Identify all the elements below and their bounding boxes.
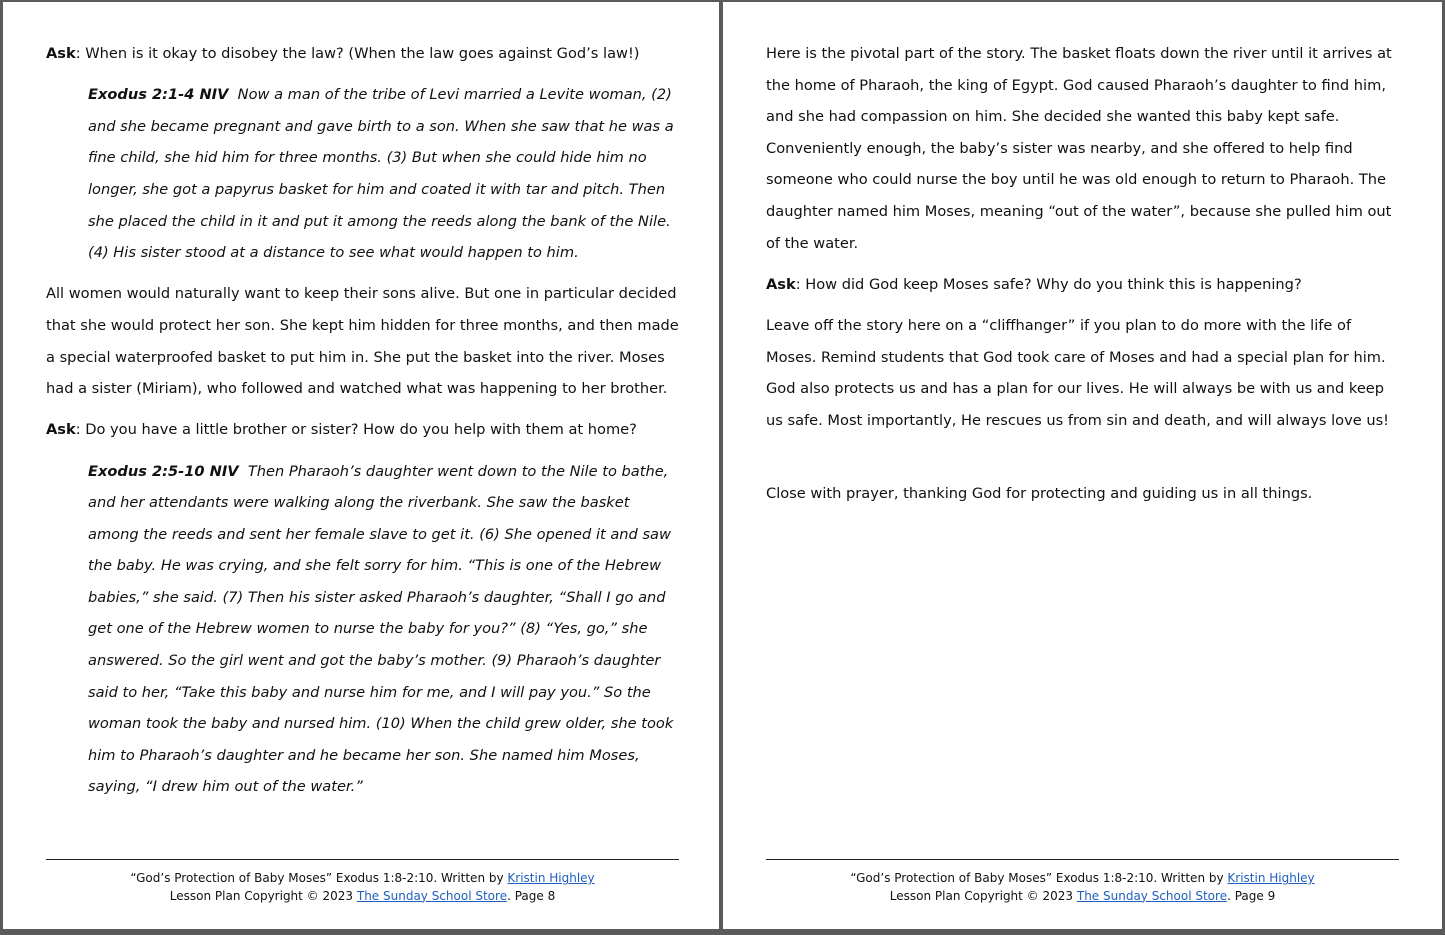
page-8-content [46, 38, 684, 813]
ask-label: Ask [46, 421, 76, 439]
footer-title: “God’s Protection of Baby Moses” Exodus 1:8-2:10. Written by [130, 871, 508, 885]
page-footer [46, 859, 679, 905]
body-paragraph-1: All women would naturally want to keep their sons alive. But one in particular decided that she would protect her son. She kept him hidden for three months, and then made a special waterproofed basket to put him in. She put the basket into the river. Moses had a sister (Miriam), who followed and watched what was happening to her brother. [46, 285, 679, 398]
page-9-content [766, 38, 1404, 519]
page-footer [766, 859, 1399, 905]
page-8 [3, 2, 719, 929]
scripture-passage-1 [88, 79, 684, 269]
ask-question-1 [46, 38, 684, 70]
spacer [766, 446, 1404, 478]
author-link[interactable]: Kristin Highley [1227, 871, 1315, 885]
footer-line-2 [766, 888, 1399, 906]
store-link[interactable]: The Sunday School Store [1076, 888, 1228, 903]
footer-line-1 [766, 870, 1399, 888]
page-9 [723, 2, 1442, 929]
page-number: . Page 9 [1227, 888, 1276, 903]
footer-copyright: Lesson Plan Copyright © 2023 [889, 888, 1077, 903]
scripture-reference: Exodus 2:5-10 NIV [88, 462, 239, 480]
ask-question [766, 269, 1404, 301]
footer-copyright: Lesson Plan Copyright © 2023 [169, 888, 357, 903]
ask-question-2 [46, 414, 684, 446]
body-paragraph-2: Leave off the story here on a “cliffhanger” if you plan to do more with the life of Moses. Remind students that God took care of Moses and had a special plan for him. God also protects us and has a plan for our lives. He will always be with us and keep us safe. Most importantly, He rescues us from sin and death, and will always love us! [766, 316, 1390, 429]
scripture-reference: Exodus 2:1-4 NIV [88, 86, 229, 104]
ask-text: : How did God keep Moses safe? Why do you think this is happening? [795, 275, 1302, 293]
footer-line-1 [46, 870, 679, 888]
footer-line-2 [46, 888, 679, 906]
ask-label: Ask [46, 45, 76, 62]
scripture-text: Now a man of the tribe of Levi married a Levite woman, (2) and she became pregnant and gave birth to a son. When she saw that he was a fine child, she hid him for three months. (3) But when she could hide him no longer, she got a papyrus basket for him and coated it with tar and pitch. Then she placed the child in it and put it among the reeds along the bank of the Nile. (4) His sister stood at a distance to see what would happen to him. [88, 86, 674, 262]
author-link[interactable]: Kristin Highley [507, 871, 595, 885]
closing-paragraph: Close with prayer, thanking God for protecting and guiding us in all things. [766, 484, 1313, 502]
footer-title: “God’s Protection of Baby Moses” Exodus 1:8-2:10. Written by [850, 871, 1228, 885]
ask-text: : When is it okay to disobey the law? (When the law goes against God’s law!) [75, 45, 640, 62]
scripture-passage-2 [88, 456, 684, 804]
scripture-text: Then Pharaoh’s daughter went down to the Nile to bathe, and her attendants were walking along the riverbank. She saw the basket among the reeds and sent her female slave to get it. (6) She opened it and saw the baby. He was crying, and she felt sorry for him. “This is one of the Hebrew babies,” she said. (7) Then his sister asked Pharaoh’s daughter, “Shall I go and get one of the Hebrew women to nurse the baby for you?” (8) “Yes, go,” she answered. So the girl went and got the baby’s mother. (9) Pharaoh’s daughter said to her, “Take this baby and nurse him for me, and I will pay you.” So the woman took the baby and nursed him. (10) When the child grew older, she took him to Pharaoh’s daughter and he became her son. She named him Moses, saying, “I drew him out of the water.” [88, 462, 674, 796]
ask-label: Ask [766, 275, 796, 293]
page-number: . Page 8 [507, 888, 556, 903]
ask-text: : Do you have a little brother or sister? How do you help with them at home? [75, 421, 637, 439]
store-link[interactable]: The Sunday School Store [356, 888, 508, 903]
body-paragraph-1: Here is the pivotal part of the story. The basket floats down the river until it arrives at the home of Pharaoh, the king of Egypt. God caused Pharaoh’s daughter to find him, and she had compassion on him. She decided she wanted this baby kept safe. Conveniently enough, the baby’s sister was nearby, and she offered to help find someone who could nurse the boy until he was old enough to return to Pharaoh. The daughter named him Moses, meaning “out of the water”, because she pulled him out of the water. [766, 45, 1392, 252]
